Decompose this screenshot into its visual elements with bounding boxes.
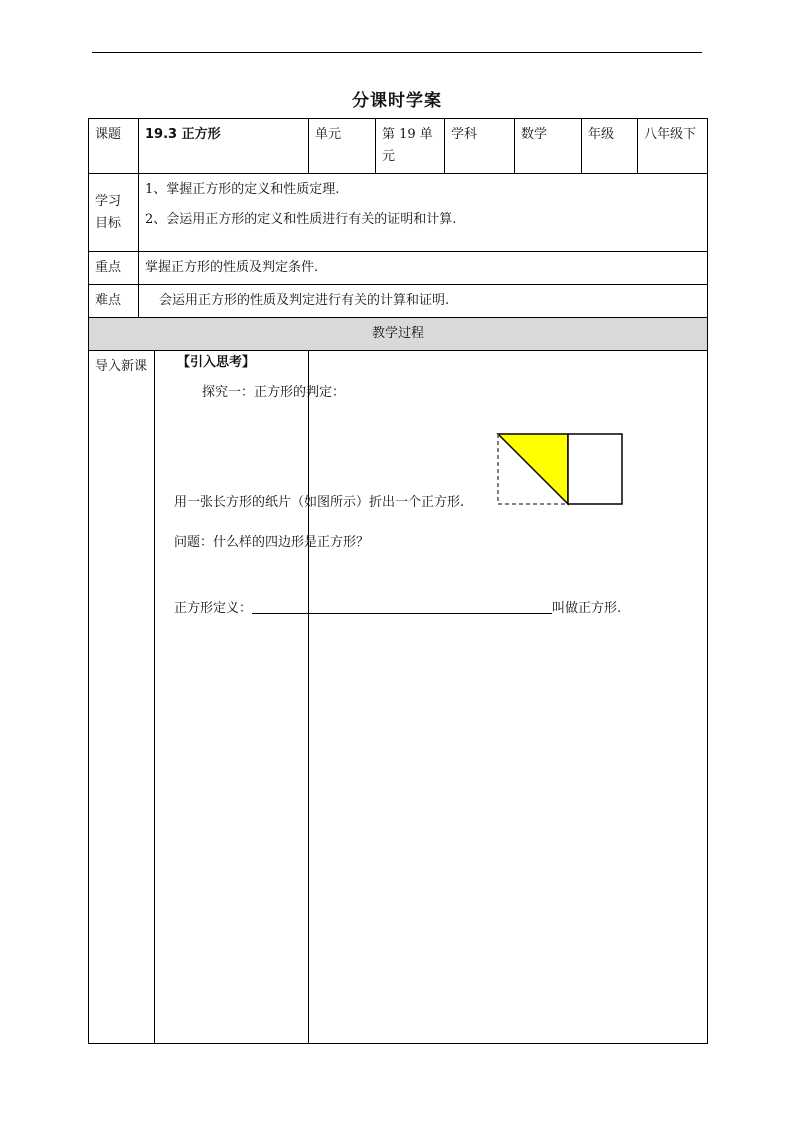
key-point-row (89, 252, 708, 285)
header-row (89, 119, 708, 174)
fold-instruction: 用一张长方形的纸片（如图所示）折出一个正方形. (174, 495, 465, 510)
definition-line (174, 597, 621, 616)
explore-heading: 探究一：正方形的判定： (202, 385, 346, 400)
difficulty-row (89, 285, 708, 318)
process-content (166, 345, 706, 1037)
key-point-label: 重点 (89, 252, 139, 285)
grade-label: 年级 (582, 119, 638, 174)
folded-triangle (498, 434, 568, 504)
objective-item: 1、掌握正方形的定义和性质定理. (145, 182, 340, 197)
header-rule (92, 52, 702, 53)
objectives-label: 学习目标 (89, 174, 139, 252)
topic-label: 课题 (89, 119, 139, 174)
definition-suffix: 叫做正方形. (552, 601, 622, 616)
objectives-row (89, 174, 708, 252)
definition-prefix: 正方形定义： (174, 601, 253, 616)
definition-blank[interactable] (252, 599, 552, 614)
lead-in-heading: 【引入思考】 (177, 355, 256, 370)
unit-label: 单元 (309, 119, 376, 174)
subject-value: 数学 (515, 119, 582, 174)
key-point-text: 掌握正方形的性质及判定条件. (139, 252, 708, 285)
page-title: 分课时学案 (352, 91, 442, 111)
objective-item: 2、会运用正方形的定义和性质进行有关的证明和计算. (145, 212, 457, 227)
subject-label: 学科 (445, 119, 515, 174)
grade-value: 八年级下 (638, 119, 708, 174)
objectives-content (139, 174, 708, 252)
unit-value: 第 19 单元 (376, 119, 445, 174)
folded-paper-figure (496, 432, 626, 508)
topic-value: 19.3 正方形 (139, 119, 309, 174)
question-text: 问题：什么样的四边形是正方形？ (174, 535, 370, 550)
difficulty-label: 难点 (89, 285, 139, 318)
process-header: 教学过程 (89, 318, 708, 351)
process-section-label: 导入新课 (89, 351, 155, 1043)
remaining-rectangle (568, 434, 622, 504)
difficulty-text: 会运用正方形的性质及判定进行有关的计算和证明. (139, 285, 708, 318)
